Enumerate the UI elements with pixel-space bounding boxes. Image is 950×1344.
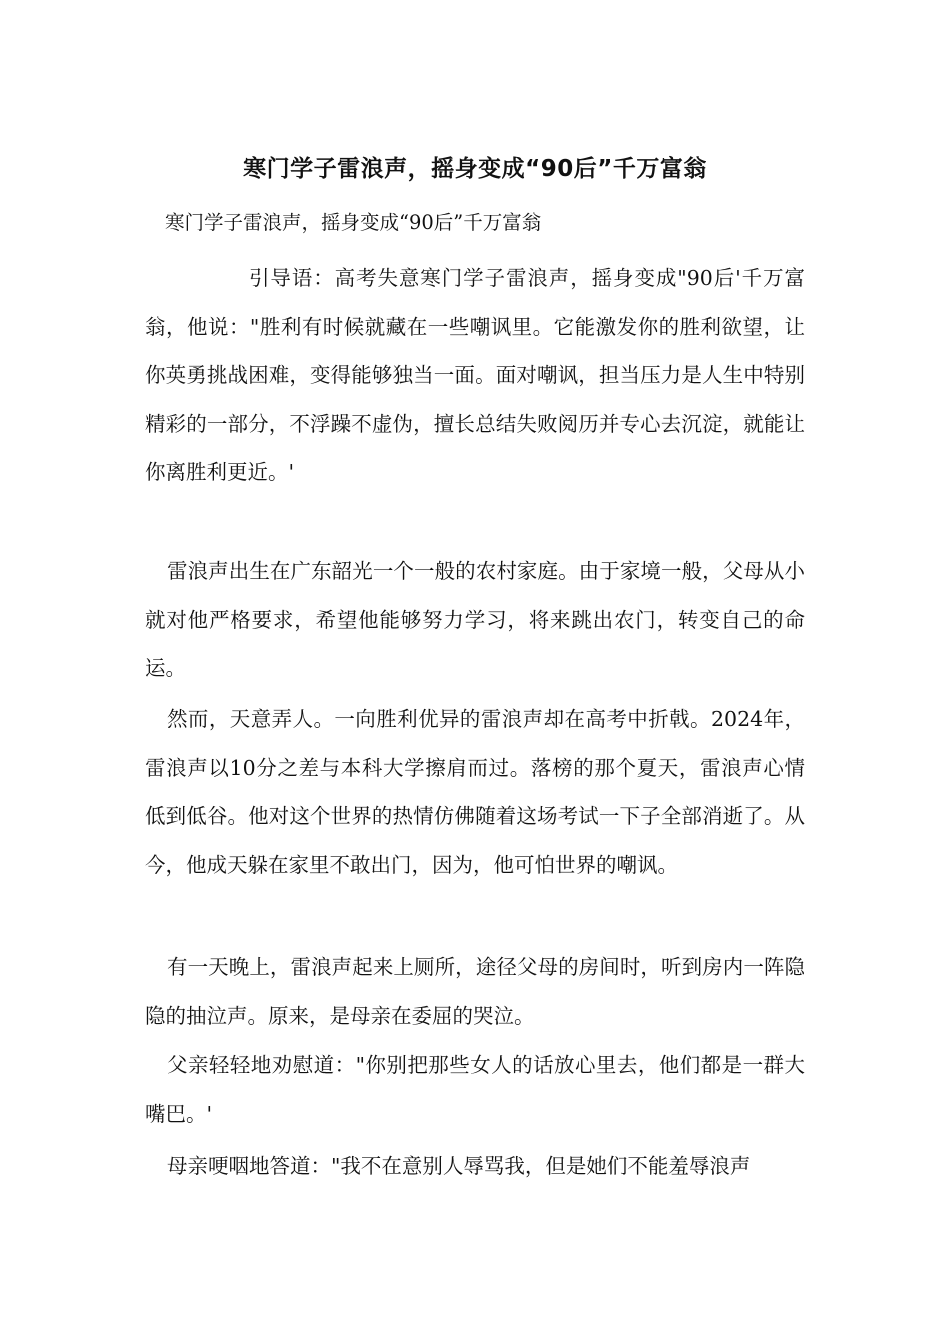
body-paragraph-3: 有一天晚上，雷浪声起来上厕所，途径父母的房间时，听到房内一阵隐隐的抽泣声。原来，是母亲在委屈的哭泣。	[145, 955, 805, 1028]
body-paragraph-2: 然而，天意弄人。一向胜利优异的雷浪声却在高考中折戟。2024年，雷浪声以10分之差与本科大学擦肩而过。落榜的那个夏天，雷浪声心情低到低谷。他对这个世界的热情仿佛随着这场考试一下子全部消逝了。从今，他成天躲在家里不敢出门，因为，他可怕世界的嘲讽。	[145, 707, 805, 877]
document-subtitle: 寒门学子雷浪声，摇身变成“90后”千万富翁	[165, 211, 542, 234]
intro-paragraph: 引导语：高考失意寒门学子雷浪声，摇身变成"90后'千万富翁，他说："胜利有时候就藏在一些嘲讽里。它能激发你的胜利欲望，让你英勇挑战困难，变得能够独当一面。面对嘲讽，担当压力是人生中特别精彩的一部分，不浮躁不虚伪，擅长总结失败阅历并专心去沉淀，就能让你离胜利更近。'	[145, 266, 805, 484]
body-paragraph-5: 母亲哽咽地答道："我不在意别人辱骂我，但是她们不能羞辱浪声	[167, 1154, 751, 1178]
body-paragraph-4: 父亲轻轻地劝慰道："你别把那些女人的话放心里去，他们都是一群大嘴巴。'	[145, 1053, 805, 1126]
document-title: 寒门学子雷浪声，摇身变成“90后”千万富翁	[243, 156, 707, 182]
body-paragraph-1: 雷浪声出生在广东韶光一个一般的农村家庭。由于家境一般，父母从小就对他严格要求，希望他能够努力学习，将来跳出农门，转变自己的命运。	[145, 559, 805, 680]
